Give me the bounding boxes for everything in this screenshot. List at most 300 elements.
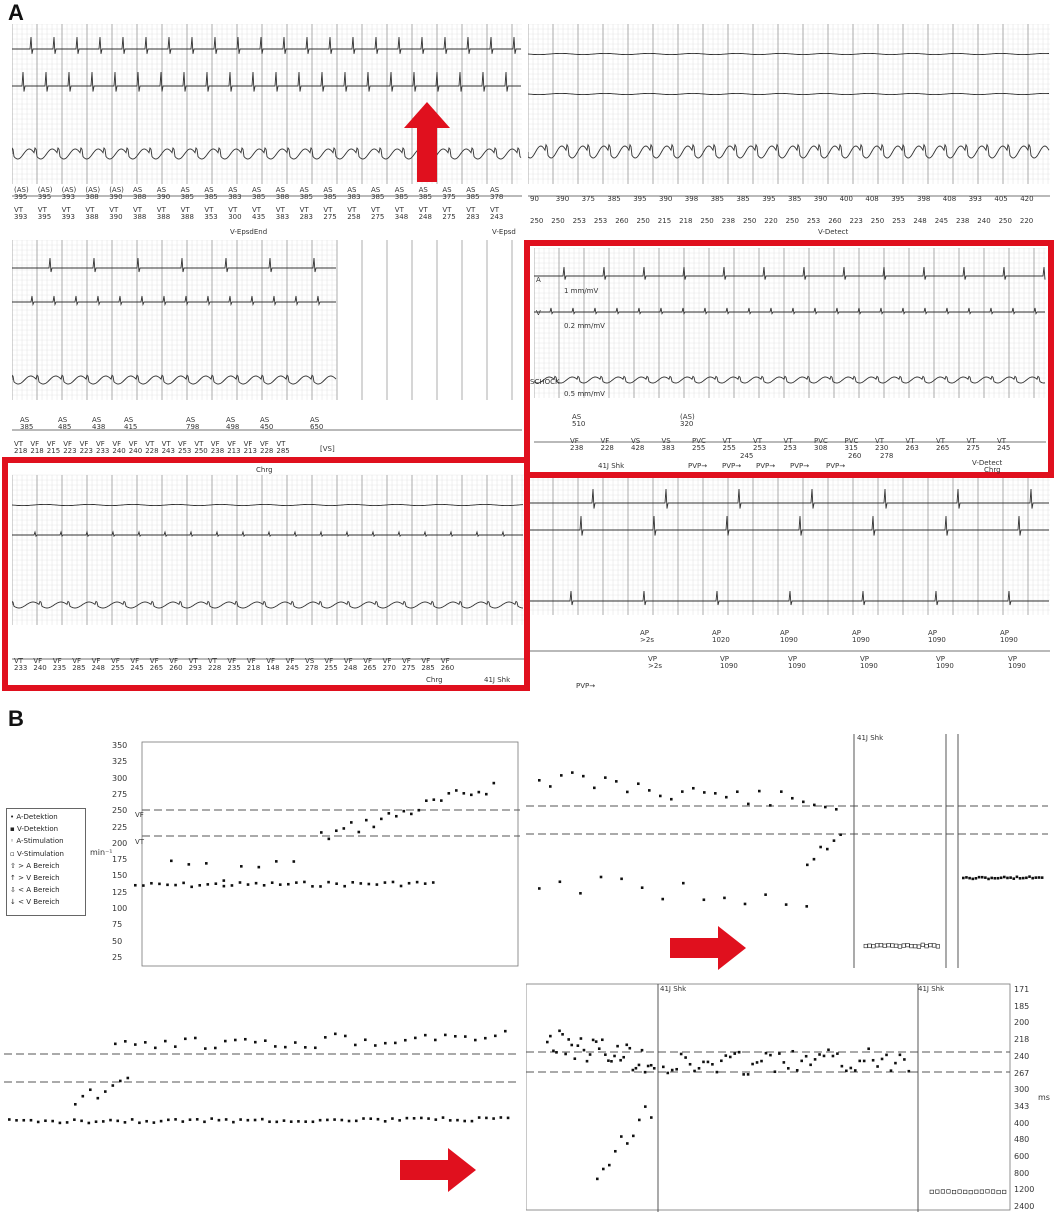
atrial-marker: 385: [418, 193, 432, 201]
ventricular-marker: VT: [275, 206, 285, 214]
trend-point: [374, 1044, 377, 1047]
ventricular-marker: 348: [394, 213, 409, 221]
atrial-marker: 385: [788, 195, 802, 203]
trend-point: [780, 790, 783, 793]
atrial-marker: AS: [572, 413, 582, 421]
atrial-marker: 395: [14, 193, 28, 201]
ventricular-marker: VP: [788, 655, 798, 663]
y-tick-label: 267: [1014, 1068, 1030, 1078]
trend-point: [894, 1062, 897, 1065]
ventricular-marker: 1090: [720, 662, 738, 670]
trend-point: [1031, 877, 1034, 880]
atrial-marker: 388: [85, 193, 99, 201]
ventricular-marker: 248: [418, 213, 432, 221]
episode-end-label: V-EpsdEnd: [230, 228, 268, 236]
trend-point: [500, 1116, 503, 1119]
trend-point: [66, 1121, 69, 1124]
ventricular-marker: 240: [33, 664, 47, 672]
ventricular-marker: 245: [285, 664, 299, 672]
ventricular-marker: VF: [260, 440, 269, 448]
atrial-marker: 390: [659, 195, 673, 203]
ventricular-marker: VT: [252, 206, 262, 214]
vt-zone-label: VT: [135, 838, 145, 846]
trend-point: [142, 884, 145, 887]
atrial-marker: 408: [942, 195, 957, 203]
trend-point: [602, 1168, 605, 1171]
pvp-label: PVP→: [826, 462, 846, 470]
trend-point: [558, 1030, 561, 1033]
hollow-square-icon: ▫: [10, 849, 15, 858]
ventricular-marker: VT: [156, 206, 166, 214]
trend-point: [358, 831, 361, 834]
filled-dot-icon: •: [10, 813, 15, 821]
ventricular-marker: 285: [276, 447, 290, 455]
ventricular-marker: 218: [14, 447, 28, 455]
shock-label: 41J Shk: [484, 676, 511, 684]
trend-point: [434, 1039, 437, 1042]
trend-point: [725, 796, 728, 799]
ventricular-marker: 278: [880, 452, 894, 460]
trend-point: [908, 1070, 911, 1073]
ventricular-marker: VF: [210, 440, 220, 448]
atrial-marker: 408: [865, 195, 879, 203]
trend-point: [626, 791, 629, 794]
atrial-marker: 390: [555, 195, 570, 203]
trend-point: [894, 944, 898, 948]
trend-point: [614, 1150, 617, 1153]
trend-point: [921, 943, 925, 947]
trend-point: [589, 1053, 592, 1056]
atrial-marker: (AS): [61, 186, 77, 194]
trend-point: [549, 1035, 552, 1038]
atrial-marker: 385: [323, 193, 337, 201]
trend-point: [22, 1119, 25, 1122]
ventricular-marker: 255: [722, 444, 736, 452]
ventricular-marker: 255: [324, 664, 338, 672]
trend-point: [119, 1080, 122, 1083]
trend-point: [791, 797, 794, 800]
trend-legend: [6, 808, 86, 916]
trend-point: [638, 1064, 641, 1067]
trend-point: [138, 1121, 141, 1124]
ventricular-marker: 275: [371, 213, 385, 221]
trend-point: [240, 865, 243, 868]
trend-point: [813, 804, 816, 807]
atrial-marker: (AS): [37, 186, 53, 194]
trend-point: [968, 877, 971, 880]
atrial-marker: AP: [712, 629, 722, 637]
trend-point: [144, 1041, 147, 1044]
trend-point: [463, 1120, 466, 1123]
trend-point: [1022, 877, 1025, 880]
ventricular-marker: 223: [849, 217, 863, 225]
trend-point: [416, 881, 419, 884]
red-up-arrow-icon: [404, 102, 450, 182]
atrial-marker: AS: [226, 416, 236, 424]
trend-point: [827, 1048, 830, 1051]
trend-point: [254, 1041, 257, 1044]
trend-point: [247, 1119, 250, 1122]
trend-point: [174, 1118, 177, 1121]
ventricular-marker: VP: [720, 655, 730, 663]
trend-point: [232, 1121, 235, 1124]
shock-marker-label: 41J Shk: [660, 985, 687, 993]
trend-point: [885, 1054, 888, 1057]
trend-point: [872, 1059, 875, 1062]
ventricular-marker: 250: [551, 217, 565, 225]
atrial-marker: >2s: [640, 636, 654, 644]
trend-point: [204, 1047, 207, 1050]
trend-point: [765, 1052, 768, 1055]
ventricular-marker: 218: [30, 447, 44, 455]
trend-point: [404, 1039, 407, 1042]
trend-point: [116, 1120, 119, 1123]
trend-point: [858, 1060, 861, 1063]
trend-plot-bottom-right: [526, 980, 1050, 1216]
trend-point: [264, 1039, 267, 1042]
trend-point: [824, 806, 827, 809]
trend-point: [287, 883, 290, 886]
trend-point: [324, 1036, 327, 1039]
trend-point: [1003, 876, 1006, 879]
trend-point: [343, 885, 346, 888]
trend-point: [994, 877, 997, 880]
trend-point: [864, 944, 868, 948]
pvp-label: PVP→: [576, 682, 596, 690]
trend-point: [601, 1038, 604, 1041]
trend-point: [279, 883, 282, 886]
ventricular-marker: VT: [936, 437, 946, 445]
trend-point: [1025, 876, 1028, 879]
trend-point: [586, 1060, 589, 1063]
trend-point: [598, 1047, 601, 1050]
trend-point: [689, 1063, 692, 1066]
trend-point: [899, 1054, 902, 1057]
trend-point: [304, 1120, 307, 1123]
trend-point: [388, 812, 391, 815]
trend-point: [384, 1120, 387, 1123]
trend-point: [647, 1065, 650, 1068]
trend-point: [962, 877, 965, 880]
y-tick-label: 2400: [1014, 1202, 1035, 1212]
ventricular-marker: VS: [631, 437, 641, 445]
trend-point: [392, 881, 395, 884]
ventricular-marker: 275: [323, 213, 337, 221]
ventricular-marker: VT: [14, 440, 24, 448]
ventricular-marker: VT: [347, 206, 357, 214]
ventricular-marker: VT: [85, 206, 95, 214]
trend-point: [51, 1120, 54, 1123]
trend-point: [464, 1035, 467, 1038]
trend-point: [802, 801, 805, 804]
trend-point: [574, 1057, 577, 1060]
trend-point: [725, 1054, 728, 1057]
trend-point: [805, 905, 808, 908]
ventricular-marker: 238: [570, 444, 584, 452]
trend-point: [335, 882, 338, 885]
trend-point: [223, 879, 226, 882]
trend-point: [283, 1119, 286, 1122]
trend-point: [644, 1071, 647, 1074]
trend-point: [425, 799, 428, 802]
trend-point: [791, 1050, 794, 1053]
atrial-marker: AS: [310, 416, 320, 424]
trend-point: [571, 771, 574, 774]
atrial-marker: AS: [20, 416, 30, 424]
ventricular-marker: VF: [285, 657, 295, 665]
trend-point: [355, 1120, 358, 1123]
ventricular-marker: 275: [442, 213, 456, 221]
trend-point: [73, 1118, 76, 1121]
trend-point: [351, 881, 354, 884]
trend-point: [377, 1118, 380, 1121]
trend-point: [666, 1072, 669, 1075]
ventricular-marker: VF: [128, 440, 138, 448]
channel-label: V: [536, 309, 541, 317]
y-tick-label: 250: [112, 806, 128, 816]
ventricular-marker: VT: [966, 437, 976, 445]
trend-point: [813, 858, 816, 861]
trend-point: [194, 1037, 197, 1040]
trend-point: [244, 1038, 247, 1041]
ventricular-marker: 235: [52, 664, 67, 672]
ventricular-marker: VF: [91, 657, 101, 665]
trend-point: [1016, 876, 1019, 879]
ventricular-marker: VF: [440, 657, 450, 665]
trend-point: [312, 1120, 315, 1123]
trend-point: [492, 1117, 495, 1120]
legend-item-v-detection: ▪ V-Detektion: [10, 825, 59, 834]
trend-point: [635, 1067, 638, 1070]
charge-label: Chrg: [256, 466, 273, 474]
y-tick-label: 400: [1014, 1118, 1030, 1128]
trend-point: [15, 1119, 18, 1122]
trend-point: [239, 1118, 242, 1121]
ventricular-marker: 240: [977, 217, 991, 225]
atrial-marker: AS: [371, 186, 381, 194]
atrial-marker: 388: [133, 193, 147, 201]
ventricular-marker: 283: [299, 213, 313, 221]
trend-point: [274, 1045, 277, 1048]
atrial-marker: 485: [58, 423, 72, 431]
ventricular-marker: VF: [266, 657, 276, 665]
ventricular-marker: VF: [30, 440, 40, 448]
trend-point: [965, 876, 968, 879]
y-tick-label: 218: [1014, 1035, 1030, 1045]
trend-point: [883, 944, 887, 948]
ventricular-marker: VT: [394, 206, 404, 214]
y-tick-label: 275: [112, 789, 128, 799]
atrial-marker: 798: [186, 423, 200, 431]
atrial-marker: AP: [928, 629, 938, 637]
trend-point: [414, 1037, 417, 1040]
trend-point: [247, 883, 250, 886]
y-tick-label: 1200: [1014, 1185, 1035, 1195]
ventricular-marker: VF: [72, 657, 82, 665]
trend-point: [952, 1190, 956, 1194]
trend-point: [334, 1033, 337, 1036]
trend-point: [620, 878, 623, 881]
ventricular-marker: 265: [936, 444, 950, 452]
ventricular-marker: 260: [440, 664, 455, 672]
trend-point: [890, 1069, 893, 1072]
y-axis-unit-bpm: min⁻¹: [90, 848, 113, 857]
trend-point: [485, 1117, 488, 1120]
trend-point: [364, 1038, 367, 1041]
trend-point: [580, 1037, 583, 1040]
atrial-marker: AS: [124, 416, 134, 424]
trend-point: [88, 1122, 91, 1125]
ventricular-marker: PVC: [844, 437, 859, 445]
ventricular-marker: 238: [210, 447, 225, 455]
trend-point: [275, 1121, 278, 1124]
trend-point: [304, 1046, 307, 1049]
trend-point: [707, 1061, 710, 1064]
trend-point: [263, 884, 266, 887]
trend-point: [744, 903, 747, 906]
trend-point: [1035, 876, 1038, 879]
trend-point: [783, 1061, 786, 1064]
trend-point: [867, 1047, 870, 1050]
trend-point: [365, 819, 368, 822]
ventricular-marker: 388: [133, 213, 147, 221]
trend-plot-top-left: [60, 732, 520, 972]
trend-point: [863, 1060, 866, 1063]
trend-point: [30, 1119, 33, 1122]
atrial-marker: AS: [260, 416, 270, 424]
trend-point: [418, 809, 421, 812]
ventricular-marker: 250: [870, 217, 885, 225]
atrial-marker: 385: [394, 193, 409, 201]
atrial-marker: 383: [347, 193, 361, 201]
trend-point: [348, 1120, 351, 1123]
trend-point: [406, 1117, 409, 1120]
ventricular-marker: VT: [194, 440, 204, 448]
trend-point: [395, 815, 398, 818]
ventricular-marker: 308: [814, 444, 828, 452]
ventricular-marker: VT: [208, 657, 218, 665]
trend-point: [577, 1044, 580, 1047]
ventricular-marker: 265: [363, 664, 377, 672]
trend-point: [648, 789, 651, 792]
shock-marker-label: 41J Shk: [857, 734, 884, 742]
ventricular-marker: VT: [299, 206, 309, 214]
trend-plot-top-right: [526, 732, 1048, 972]
ventricular-marker: 250: [636, 217, 650, 225]
trend-point: [293, 860, 296, 863]
atrial-marker: 438: [92, 423, 106, 431]
trend-point: [969, 1190, 973, 1194]
trend-point: [1000, 876, 1003, 879]
trend-point: [410, 813, 413, 816]
atrial-marker: AS: [490, 186, 500, 194]
atrial-marker: AS: [323, 186, 333, 194]
trend-point: [881, 1058, 884, 1061]
trend-point: [328, 838, 331, 841]
ventricular-marker: 260: [615, 217, 629, 225]
ventricular-marker: 253: [572, 217, 586, 225]
trend-point: [836, 1052, 839, 1055]
y-tick-label: 125: [112, 887, 128, 897]
atrial-marker: 1090: [928, 636, 946, 644]
trend-point: [835, 808, 838, 811]
trend-point: [362, 1117, 365, 1120]
trend-point: [619, 1059, 622, 1062]
atrial-marker: AS: [228, 186, 238, 194]
ecg-strip-v-detect: [528, 24, 1050, 236]
ventricular-marker: 243: [490, 213, 504, 221]
trend-point: [124, 1040, 127, 1043]
trend-point: [596, 1178, 599, 1181]
atrial-marker: AS: [252, 186, 262, 194]
ventricular-marker: VF: [421, 657, 431, 665]
trend-point: [454, 1035, 457, 1038]
atrial-marker: 378: [490, 193, 504, 201]
trend-point: [552, 1049, 555, 1052]
filled-down-arrow-icon: ↓: [10, 898, 16, 907]
shock-label: 41J Shk: [598, 462, 625, 470]
ventricular-marker: 250: [700, 217, 714, 225]
ventricular-marker: 240: [112, 447, 126, 455]
ventricular-marker: 263: [905, 444, 919, 452]
ventricular-marker: 218: [246, 664, 261, 672]
trend-point: [350, 821, 353, 824]
trend-point: [8, 1118, 11, 1121]
panel-b-label: B: [8, 706, 24, 731]
trend-point: [127, 1077, 130, 1080]
atrial-marker: 385: [607, 195, 621, 203]
trend-point: [579, 892, 582, 895]
trend-point: [380, 818, 383, 821]
trend-point: [659, 795, 662, 798]
trend-point: [174, 884, 177, 887]
trend-point: [868, 944, 872, 948]
atrial-marker: AS: [92, 416, 102, 424]
trend-point: [424, 1034, 427, 1037]
trend-point: [150, 882, 153, 885]
y-tick-label: 325: [112, 757, 128, 767]
hollow-dot-icon: ◦: [10, 837, 15, 846]
atrial-marker: 375: [442, 193, 456, 201]
trend-point: [82, 1095, 85, 1098]
ventricular-marker: 275: [966, 444, 980, 452]
ventricular-marker: 248: [913, 217, 927, 225]
ventricular-marker: 265: [149, 664, 164, 672]
atrial-marker: 415: [124, 423, 138, 431]
atrial-marker: AP: [1000, 629, 1010, 637]
atrial-marker: AS: [58, 416, 68, 424]
ventricular-marker: VT: [188, 657, 198, 665]
trend-point: [582, 775, 585, 778]
trend-point: [206, 883, 209, 886]
ventricular-marker: 300: [228, 213, 242, 221]
trend-point: [932, 944, 936, 948]
trend-point: [608, 1164, 611, 1167]
trend-point: [913, 944, 917, 948]
ventricular-marker: VF: [570, 437, 579, 445]
trend-point: [484, 1037, 487, 1040]
ventricular-marker: 215: [46, 447, 61, 455]
trend-point: [625, 1043, 628, 1046]
ventricular-marker: 253: [783, 444, 797, 452]
legend-item-v-stimulation: ▫ V-Stimulation: [10, 849, 64, 858]
ventricular-marker: 245: [934, 217, 949, 225]
ventricular-marker: 383: [275, 213, 290, 221]
trend-point: [796, 1069, 799, 1072]
ventricular-marker: 213: [243, 447, 257, 455]
trend-point: [231, 884, 234, 887]
trend-point: [408, 882, 411, 885]
